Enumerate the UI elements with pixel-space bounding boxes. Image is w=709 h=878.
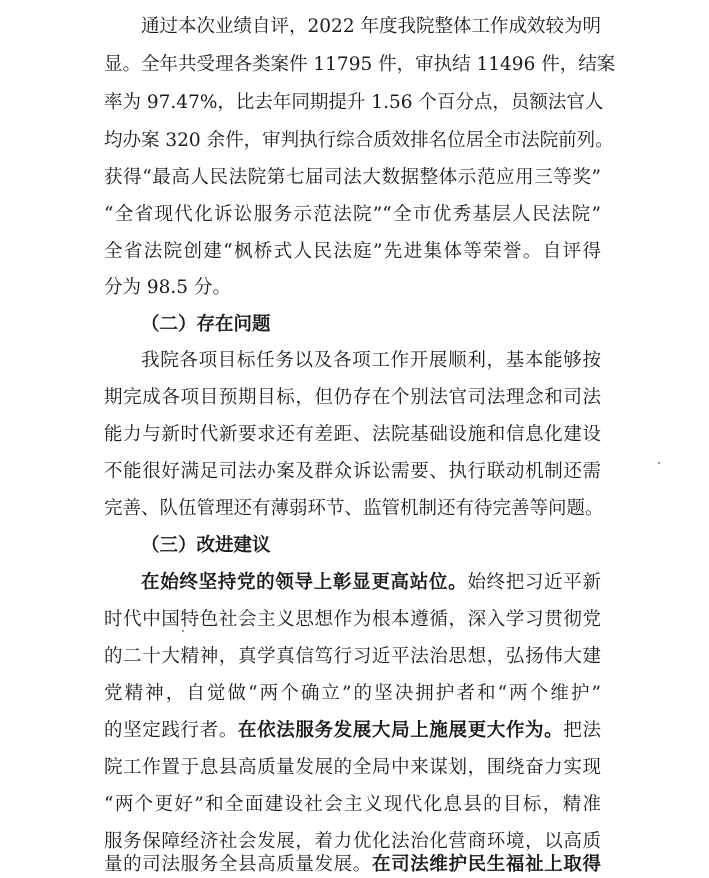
- para1-line-5: 获得“最高人民法院第七届司法大数据整体示范应用三等奖”: [104, 167, 601, 188]
- para2-line-5: 完善、队伍管理还有薄弱环节、监管机制还有待完善等问题。: [104, 498, 604, 519]
- para3-line-6: 院工作置于息县高质量发展的全局中来谋划，围绕奋力实现: [104, 757, 601, 778]
- para1-line-3: 率为 97.47%，比去年同期提升 1.56 个百分点，员额法官人: [104, 92, 604, 113]
- para1-line-6: “全省现代化诉讼服务示范法院”“全市优秀基层人民法院”: [104, 204, 601, 225]
- para1-line-1: 通过本次业绩自评，2022 年度我院整体工作成效较为明: [141, 16, 601, 37]
- para3-line-1: [141, 570, 601, 596]
- section-heading-problems: （二）存在问题: [141, 314, 271, 335]
- para3-line-4: 党精神，自觉做“两个确立”的坚决拥护者和“两个维护”: [104, 683, 601, 704]
- para3-line-5-c: 把法: [563, 720, 601, 741]
- para3-line-3: 的二十大精神，真学真信笃行习近平法治思想，弘扬伟大建: [104, 646, 601, 667]
- para3-line-7: “两个更好”和全面建设社会主义现代化息县的目标，精准: [104, 794, 601, 815]
- para3-line-5-a: 的坚定践行者。: [104, 720, 238, 741]
- para3-bold-lead-3: 在司法维护民生福祉上取得: [371, 854, 601, 875]
- para2-line-2: 期完成各项目预期目标，但仍存在个别法官司法理念和司法: [104, 387, 601, 408]
- para2-line-1: 我院各项目标任务以及各项工作开展顺利，基本能够按: [141, 350, 601, 371]
- scan-speck: [658, 462, 660, 464]
- para3-line-8: 服务保障经济社会发展，着力优化法治化营商环境，以高质: [104, 831, 601, 852]
- para1-line-4: 均办案 320 余件，审判执行综合质效排名位居全市法院前列。: [104, 130, 614, 151]
- para3-line-9: [104, 852, 601, 878]
- para1-line-7: 全省法院创建“枫桥式人民法庭”先进集体等荣誉。自评得: [104, 241, 601, 262]
- section-heading-suggestions: （三）改进建议: [141, 535, 271, 556]
- para1-line-2: 显。全年共受理各类案件 11795 件，审执结 11496 件，结案: [104, 54, 616, 75]
- para3-bold-lead-2: 在依法服务发展大局上施展更大作为。: [237, 720, 564, 741]
- para3-line-1-rest: 始终把习近平新: [467, 572, 601, 593]
- para1-line-8: 分为 98.5 分。: [104, 277, 231, 298]
- para3-line-2: 时代中国特色社会主义思想作为根本遵循，深入学习贯彻党: [104, 609, 601, 630]
- scan-speck: [182, 630, 184, 632]
- para3-line-5: [104, 718, 601, 744]
- para3-bold-lead-1: 在始终坚持党的领导上彰显更高站位。: [141, 572, 468, 593]
- para2-line-3: 能力与新时代新要求还有差距、法院基础设施和信息化建设: [104, 424, 601, 445]
- para2-line-4: 不能很好满足司法办案及群众诉讼需要、执行联动机制还需: [104, 461, 601, 482]
- para3-line-9-a: 量的司法服务全县高质量发展。: [104, 854, 372, 875]
